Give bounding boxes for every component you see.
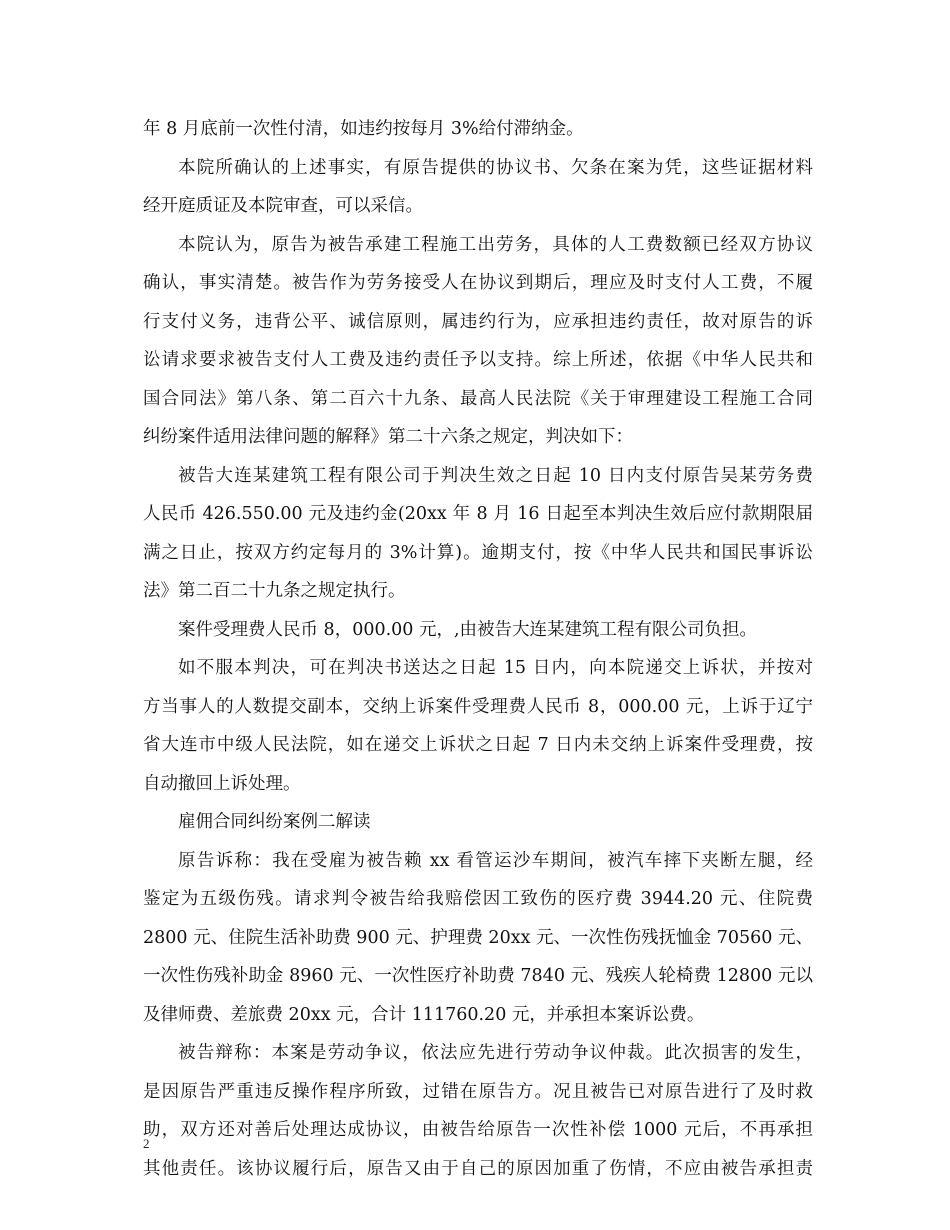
text-line: 方当事人的人数提交副本，交纳上诉案件受理费人民币 8，000.00 元，上诉于辽宁 [143, 696, 813, 717]
text-line: 如不服本判决，可在判决书送达之日起 15 日内，向本院递交上诉状，并按对 [178, 658, 813, 678]
text-line: 被告大连某建筑工程有限公司于判决生效之日起 10 日内支付原告吴某劳务费 [178, 465, 813, 486]
text-line: 被告辩称：本案是劳动争议，依法应先进行劳动争议仲裁。此次损害的发生， [178, 1043, 813, 1063]
text-line: 本院所确认的上述事实，有原告提供的协议书、欠条在案为凭，这些证据材料 [178, 157, 813, 178]
text-line: 本院认为，原告为被告承建工程施工出劳务，具体的人工费数额已经双方协议 [178, 234, 813, 255]
text-line: 是因原告严重违反操作程序所致，过错在原告方。况且被告已对原告进行了及时救 [143, 1081, 813, 1102]
text-line: 一次性伤残补助金 8960 元、一次性医疗补助费 7840 元、残疾人轮椅费 12800 元以 [143, 966, 813, 986]
text-line: 法》第二百二十九条之规定执行。 [143, 581, 406, 601]
text-line: 及律师费、差旅费 20xx 元，合计 111760.20 元，并承担本案诉讼费。 [143, 1004, 705, 1025]
text-line: 行支付义务，违背公平、诚信原则，属违约行为，应承担违约责任，故对原告的诉 [143, 311, 813, 332]
text-line: 助，双方还对善后处理达成协议，由被告给原告一次性补偿 1000 元后，不再承担 [143, 1120, 813, 1140]
text-line: 雇佣合同纠纷案例二解读 [178, 812, 371, 832]
text-line: 国合同法》第八条、第二百六十九条、最高人民法院《关于审理建设工程施工合同 [143, 388, 813, 409]
text-line: 自动撤回上诉处理。 [143, 773, 301, 794]
text-line: 年 8 月底前一次性付清，如违约按每月 3%给付滞纳金。 [143, 119, 584, 139]
text-line: 原告诉称：我在受雇为被告赖 xx 看管运沙车期间，被汽车摔下夹断左腿，经 [178, 850, 813, 871]
text-line: 人民币 426.550.00 元及违约金(20xx 年 8 月 16 日起至本判决生效后应付款期限届 [143, 504, 813, 524]
text-line: 其他责任。该协议履行后，原告又由于自己的原因加重了伤情，不应由被告承担责 [143, 1158, 813, 1179]
page-number: 2 [143, 1136, 150, 1151]
text-line: 案件受理费人民币 8，000.00 元，,由被告大连某建筑工程有限公司负担。 [178, 619, 758, 640]
text-line: 鉴定为五级伤残。请求判令被告给我赔偿因工致伤的医疗费 3944.20 元、住院费 [143, 889, 813, 909]
text-line: 讼请求要求被告支付人工费及违约责任予以支持。综上所述，依据《中华人民共和 [143, 350, 813, 370]
text-line: 纠纷案件适用法律问题的解释》第二十六条之规定，判决如下： [143, 427, 633, 447]
text-line: 满之日止，按双方约定每月的 3%计算)。逾期支付，按《中华人民共和国民事诉讼 [143, 542, 813, 563]
text-line: 省大连市中级人民法院，如在递交上诉状之日起 7 日内未交纳上诉案件受理费，按 [143, 735, 813, 755]
text-line: 经开庭质证及本院审查，可以采信。 [143, 196, 423, 216]
text-line: 确认，事实清楚。被告作为劳务接受人在协议到期后，理应及时支付人工费，不履 [143, 273, 813, 293]
text-line: 2800 元、住院生活补助费 900 元、护理费 20xx 元、一次性伤残抚恤金 70560 元、 [143, 927, 813, 948]
body-text [143, 110, 813, 1188]
